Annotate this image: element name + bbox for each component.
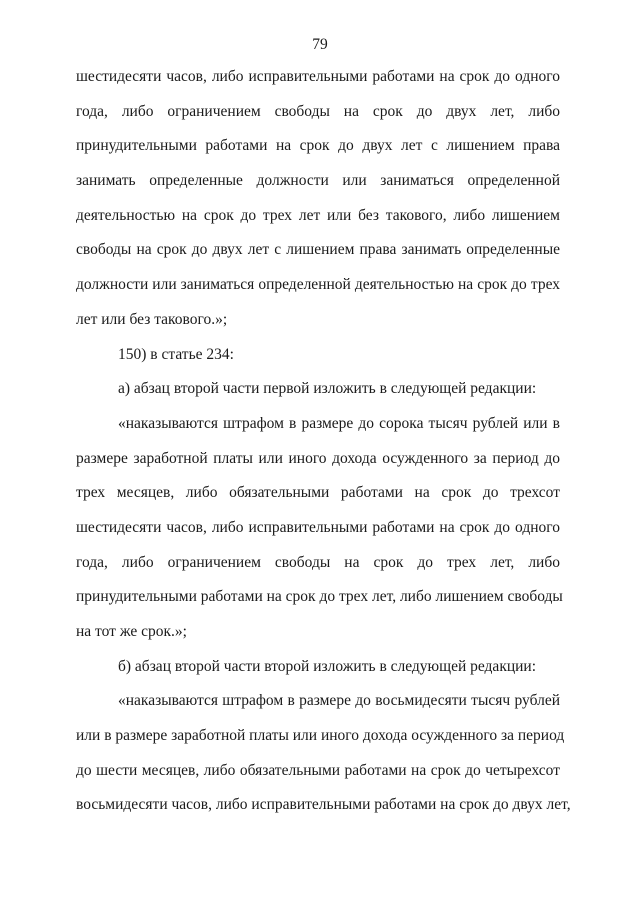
text-line: принудительными работами на срок до двух лет с лишением права: [76, 137, 560, 155]
text-line: занимать определенные должности или заниматься определенной: [76, 172, 560, 190]
text-line: принудительными работами на срок до трех лет, либо лишением свободы: [76, 588, 563, 606]
text-line: б) абзац второй части второй изложить в следующей редакции:: [118, 657, 537, 675]
text-line: шестидесяти часов, либо исправительными работами на срок до одного: [76, 68, 560, 85]
text-line: размере заработной платы или иного дохода осужденного за период до: [76, 449, 560, 467]
page-number: 79: [312, 36, 328, 53]
text-line: а) абзац второй части первой изложить в следующей редакции:: [118, 380, 537, 398]
text-line: «наказываются штрафом в размере до сорока тысяч рублей или в: [118, 414, 560, 432]
text-line: должности или заниматься определенной деятельностью на срок до трех: [76, 276, 560, 294]
text-line: свободы на срок до двух лет с лишением права занимать определенные: [76, 241, 560, 259]
text-line: лет или без такового.»;: [76, 310, 228, 328]
text-line: деятельностью на срок до трех лет или без такового, либо лишением: [76, 206, 560, 224]
text-line: «наказываются штрафом в размере до восьмидесяти тысяч рублей: [118, 692, 560, 710]
text-line: до шести месяцев, либо обязательными работами на срок до четырехсот: [76, 761, 560, 779]
text-line: года, либо ограничением свободы на срок до трех лет, либо: [76, 553, 560, 571]
text-line: на тот же срок.»;: [76, 623, 187, 640]
text-line: шестидесяти часов, либо исправительными работами на срок до одного: [76, 518, 560, 536]
text-line: года, либо ограничением свободы на срок до двух лет, либо: [76, 102, 560, 120]
body-text: [76, 60, 571, 823]
text-line: 150) в статье 234:: [118, 345, 234, 363]
text-line: восьмидесяти часов, либо исправительными работами на срок до двух лет,: [76, 796, 571, 814]
text-line: трех месяцев, либо обязательными работами на срок до трехсот: [76, 484, 560, 502]
text-line: или в размере заработной платы или иного дохода осужденного за период: [76, 727, 565, 745]
